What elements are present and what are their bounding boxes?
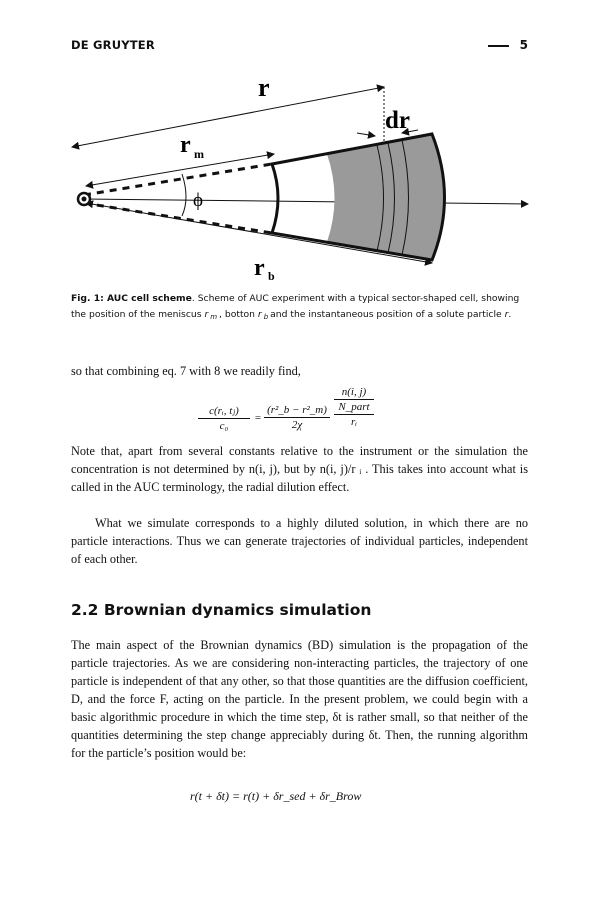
paragraph-dilution: Note that, apart from several constants relative to the instrument or the simulation the concentration is not determined by n(i, j), but by n(i, j)/r ᵢ . This takes into account what is called in the AUC terminology, the radial dilution effect. bbox=[71, 444, 528, 494]
caption-sym-rb-sub: b bbox=[263, 313, 269, 321]
paragraph-bd-simulation: The main aspect of the Brownian dynamics (BD) simulation is the propagation of the particle trajectories. As we are considering non-interacting particles, the trajectory of one particle is independent of that any other, so that those quantities are the diffusion coefficient, D, and the force F, acting on the particle. In the present problem, we could begin with a basic algorithmic procedure in which the time step, δt is rather small, so that neither of the quantities determining the step change appreciably during δt. Then, the running algorithm for the particle’s position would be: bbox=[71, 638, 528, 760]
eq-lhs-den: c₀ bbox=[219, 420, 229, 432]
label-r: r bbox=[258, 73, 270, 102]
eq-rhs-num-num: n(i, j) bbox=[341, 386, 367, 398]
eq-equals: = bbox=[254, 412, 262, 424]
caption-sym-r: r bbox=[504, 309, 509, 320]
eq-rhs-fraction bbox=[334, 386, 374, 428]
page-number-dash bbox=[488, 45, 509, 47]
caption-text-c: and the instantaneous position of a solute particle bbox=[270, 309, 502, 320]
eq-mid-num: (r²_b − r²_m) bbox=[267, 404, 327, 416]
label-phi: ϕ bbox=[193, 190, 204, 211]
auc-cell-figure bbox=[62, 70, 537, 285]
phi-arc bbox=[182, 174, 186, 216]
r-arrow bbox=[72, 87, 384, 147]
eq-mid-den: 2χ bbox=[291, 419, 303, 431]
eq-rhs-den: rᵢ bbox=[350, 416, 358, 428]
sector-wall-top bbox=[84, 164, 272, 195]
running-head bbox=[71, 38, 529, 54]
position-update-equation: r(t + δt) = r(t) + δr_sed + δr_Brow bbox=[190, 789, 362, 803]
caption-text-d: . bbox=[508, 309, 512, 320]
page-number: 5 bbox=[519, 38, 528, 52]
intro-sentence: so that combining eq. 7 with 8 we readily find, bbox=[71, 364, 301, 378]
caption-text-b: , botton bbox=[219, 309, 255, 320]
radial-axis bbox=[84, 199, 528, 204]
label-rm: r bbox=[180, 132, 191, 158]
caption-label: Fig. 1: AUC cell scheme bbox=[71, 293, 192, 304]
caption-text-a: . Scheme of AUC experiment with a typical sector-shaped cell, showing the position of the meniscus bbox=[71, 293, 520, 320]
eq-rhs-num-den: N_part bbox=[338, 401, 370, 413]
rm-arrow bbox=[86, 154, 274, 186]
label-rb: r bbox=[254, 255, 265, 281]
figure-caption bbox=[71, 291, 529, 325]
label-rm-sub: m bbox=[194, 147, 204, 161]
eq-mid-fraction bbox=[264, 404, 330, 431]
caption-sym-rm: r bbox=[204, 309, 209, 320]
section-heading: 2.2 Brownian dynamics simulation bbox=[71, 601, 372, 619]
dr-arrow-left bbox=[357, 133, 375, 136]
eq-lhs-fraction bbox=[198, 404, 250, 432]
paragraph-diluted-solution: What we simulate corresponds to a highly diluted solution, in which there are no particle interactions. Thus we can generate trajectories of individual particles, independent of each other. bbox=[71, 516, 528, 566]
caption-sym-rm-sub: m bbox=[210, 313, 218, 321]
auc-cell-diagram bbox=[62, 70, 537, 285]
concentration-equation bbox=[198, 386, 388, 440]
publisher-name: DE GRUYTER bbox=[71, 38, 155, 52]
label-dr: dr bbox=[385, 107, 410, 134]
sector-wall-bottom bbox=[84, 203, 272, 233]
eq-lhs-num: c(rᵢ, tⱼ) bbox=[209, 405, 239, 417]
sediment-region bbox=[327, 134, 445, 260]
label-rb-sub: b bbox=[268, 269, 275, 283]
caption-sym-rb: r bbox=[257, 309, 262, 320]
